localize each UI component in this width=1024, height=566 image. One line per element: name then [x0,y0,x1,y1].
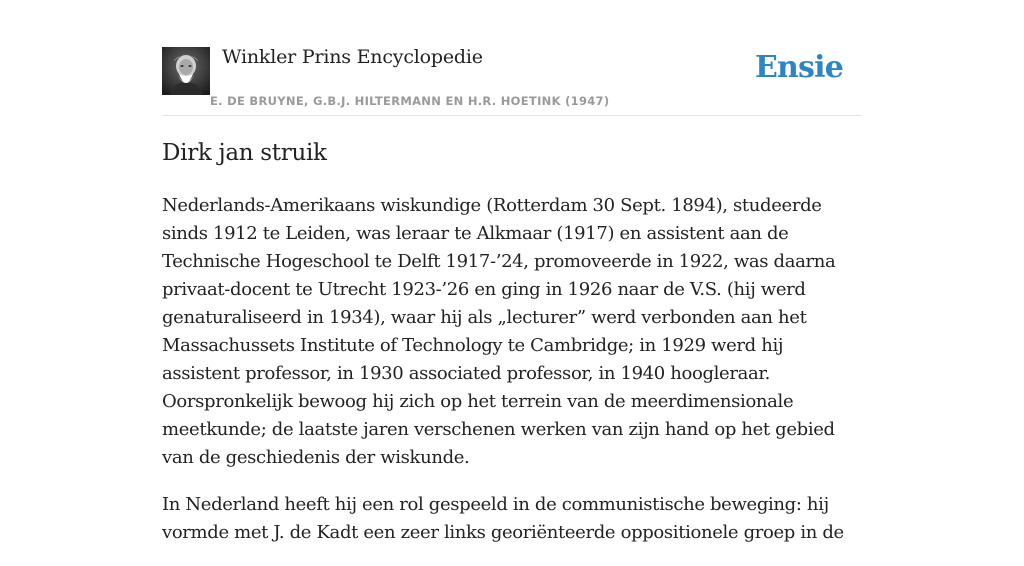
article-body [162,192,862,566]
author-portrait-icon[interactable] [162,47,210,95]
header [162,0,862,116]
publication-title[interactable]: Winkler Prins Encyclopedie [222,46,483,68]
portrait-graphic [162,47,210,95]
publication-authors: E. DE BRUYNE, G.B.J. HILTERMANN EN H.R. HOETINK (1947) [210,94,610,108]
page [162,0,862,543]
article-paragraph-1: Nederlands-Amerikaans wiskundige (Rotterdam 30 Sept. 1894), studeerde sinds 1912 te Leiden, was leraar te Alkmaar (1917) en assistent aan de Technische Hogeschool te Delft 1917-’24, promoveerde in 1922, was daarna privaat-docent te Utrecht 1923-’26 en ging in 1926 naar de V.S. (hij werd genaturaliseerd in 1934), waar hij als „lecturer” werd verbonden aan het Massachussets Institute of Technology te Cambridge; in 1929 werd hij assistent professor, in 1930 associated professor, in 1940 hoogleraar. Oorspronkelijk bewoog hij zich op het terrein van de meerdimensionale meetkunde; de laatste jaren verschenen werken van zijn hand op het gebied van de geschiedenis der wiskunde. [162,195,836,468]
article-title: Dirk jan struik [162,140,327,166]
ensie-logo-link[interactable]: Ensie [754,50,843,85]
article-paragraph-2: In Nederland heeft hij een rol gespeeld in de communistische beweging: hij vormde met J. de Kadt een zeer links georiënteerde oppositionele groep in de [162,494,844,543]
